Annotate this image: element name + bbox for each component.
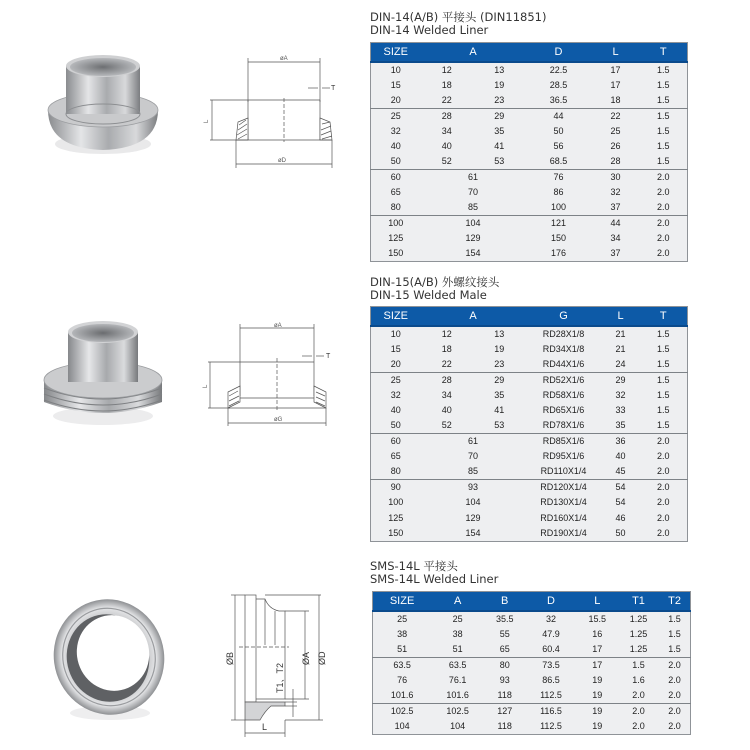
label-thickness-t: T	[331, 85, 336, 92]
cell: 52	[441, 420, 452, 431]
label-dia-b: ØB	[225, 651, 235, 665]
cell: 101.6	[390, 689, 414, 700]
cell: 2.0	[656, 248, 670, 259]
table-row	[371, 200, 688, 216]
cell: 2.0	[632, 720, 645, 731]
cell: 1.5	[656, 328, 670, 339]
cell: 19	[592, 689, 603, 700]
cell: 70	[467, 187, 478, 198]
din14-title-en: DIN-14 Welded Liner	[370, 23, 489, 37]
cell: 40	[441, 404, 452, 415]
cell: 10	[390, 64, 401, 75]
cell: 93	[421, 480, 526, 496]
cell: 34	[441, 389, 452, 400]
cell: 32	[390, 389, 401, 400]
table-row	[371, 403, 688, 418]
cell: 40	[390, 404, 401, 415]
cell: 68.5	[549, 156, 568, 167]
table-row	[371, 216, 688, 232]
cell: 51	[397, 643, 408, 654]
table-row	[373, 719, 691, 735]
cell: 15	[390, 343, 401, 354]
cell: RD160X1/4	[540, 512, 587, 523]
din14-spec-table	[370, 42, 688, 262]
cell: 176	[550, 248, 567, 259]
cell: 63.5	[431, 657, 484, 673]
table-row	[371, 326, 688, 342]
cell: 25	[371, 108, 421, 124]
cell: 1.5	[656, 358, 670, 369]
sms14l-title-cn: SMS-14L 平接头	[370, 559, 458, 573]
cell: 90	[371, 480, 421, 496]
cell: 150	[388, 248, 404, 259]
cell: 51	[452, 643, 463, 654]
cell: 125	[388, 233, 404, 244]
cell: 50	[390, 420, 401, 431]
label-dia-a: ØA	[301, 651, 311, 665]
cell: 2.0	[656, 512, 670, 523]
table-header-row	[371, 307, 688, 326]
cell: 50	[615, 527, 626, 538]
cell: 18	[610, 94, 621, 105]
table-row	[373, 642, 691, 658]
cell: 17	[592, 643, 603, 654]
cell: 100	[371, 216, 421, 232]
cell: RD58X1/6	[542, 389, 585, 400]
cell: 34	[441, 125, 452, 136]
cell: 38	[452, 628, 463, 639]
table-row	[371, 372, 688, 388]
cell: 2.0	[656, 187, 670, 198]
cell: 2.0	[656, 202, 670, 213]
table-row	[371, 418, 688, 434]
cell: 44	[592, 216, 640, 232]
cell: 76	[397, 674, 408, 685]
cell: 2.0	[640, 216, 688, 232]
cell: 1.25	[629, 643, 648, 654]
cell: 41	[494, 404, 505, 415]
col-t: T	[640, 307, 688, 326]
cell: 33	[615, 404, 626, 415]
cell: 150	[550, 233, 567, 244]
cell: 20	[390, 358, 401, 369]
table-row	[371, 231, 688, 246]
cell: 29	[473, 372, 526, 388]
cell: 28.5	[549, 79, 568, 90]
sms14l-spec-table	[372, 591, 691, 735]
cell: 25	[610, 125, 621, 136]
table-row	[371, 526, 688, 542]
table-row	[371, 480, 688, 496]
cell: 2.0	[656, 527, 670, 538]
table-row	[371, 124, 688, 139]
din15-technical-drawing	[200, 318, 345, 428]
cell: 32	[390, 125, 401, 136]
cell: 56	[553, 140, 564, 151]
cell: 1.5	[656, 140, 670, 151]
col-l: L	[592, 43, 640, 62]
cell: 46	[615, 512, 626, 523]
cell: 100	[550, 202, 567, 213]
cell: 53	[494, 420, 505, 431]
cell: 35	[494, 125, 505, 136]
label-length-l: L	[204, 119, 210, 123]
cell: 63.5	[373, 657, 432, 673]
cell: 1.5	[656, 420, 670, 431]
table-row	[373, 611, 691, 627]
cell: 30	[592, 170, 640, 186]
cell: 28	[610, 156, 621, 167]
cell: 25	[371, 372, 421, 388]
cell: RD110X1/4	[540, 466, 587, 477]
cell: 41	[494, 140, 505, 151]
cell: 80	[484, 657, 525, 673]
cell: 17	[577, 657, 618, 673]
cell: 37	[610, 248, 621, 259]
label-dia-d: øD	[278, 158, 286, 164]
table-row	[371, 108, 688, 124]
cell: 19	[592, 720, 603, 731]
cell: 21	[615, 328, 626, 339]
cell: 2.0	[640, 434, 688, 450]
cell: 32	[545, 613, 556, 624]
table-row	[371, 62, 688, 78]
cell: 121	[526, 216, 592, 232]
col-g: G	[526, 307, 602, 326]
table-row	[371, 495, 688, 510]
din15-title	[370, 276, 499, 302]
cell: 29	[473, 108, 526, 124]
col-size: SIZE	[373, 592, 432, 611]
cell: 150	[388, 527, 404, 538]
din14-title-cn: DIN-14(A/B) 平接头 (DIN11851)	[370, 10, 547, 24]
cell: 53	[494, 156, 505, 167]
table-row	[373, 703, 691, 719]
cell: 19	[494, 79, 505, 90]
col-a: A	[421, 307, 526, 326]
cell: 32	[615, 389, 626, 400]
cell: 101.6	[446, 689, 469, 700]
cell: 1.5	[618, 657, 659, 673]
cell: RD85X1/6	[526, 434, 602, 450]
table-row	[373, 688, 691, 704]
cell: 2.0	[659, 703, 690, 719]
cell: 112.5	[540, 720, 562, 731]
cell: 1.5	[656, 404, 670, 415]
table-row	[373, 657, 691, 673]
table-row	[371, 434, 688, 450]
cell: 104	[421, 216, 526, 232]
table-row	[371, 357, 688, 373]
cell: 80	[390, 466, 401, 477]
cell: 24	[615, 358, 626, 369]
cell: 129	[465, 233, 481, 244]
cell: 40	[390, 140, 401, 151]
cell: 1.5	[640, 108, 688, 124]
table-row	[371, 154, 688, 170]
cell: 85	[467, 202, 478, 213]
cell: 2.0	[668, 674, 681, 685]
cell: 28	[421, 108, 474, 124]
label-dia-g: øG	[274, 417, 283, 423]
din14-title	[370, 11, 546, 37]
sms14l-title-en: SMS-14L Welded Liner	[370, 572, 499, 586]
cell: 116.5	[525, 703, 576, 719]
din15-spec-table	[370, 306, 688, 542]
col-l: L	[602, 307, 640, 326]
cell: 22	[441, 94, 452, 105]
cell: 25	[397, 613, 408, 624]
col-d: D	[526, 43, 592, 62]
cell: 1.5	[640, 372, 688, 388]
cell: 112.5	[540, 689, 562, 700]
cell: 1.5	[656, 64, 670, 75]
cell: 22.5	[549, 64, 568, 75]
cell: 12	[441, 64, 452, 75]
cell: 17	[610, 79, 621, 90]
col-a: A	[421, 43, 526, 62]
col-a: A	[431, 592, 484, 611]
cell: 40	[615, 451, 626, 462]
cell: 40	[441, 140, 452, 151]
col-t1: T1	[618, 592, 659, 611]
cell: 22	[592, 108, 640, 124]
label-length-l: L	[203, 384, 209, 388]
cell: 23	[494, 358, 505, 369]
cell: RD52X1/6	[526, 372, 602, 388]
cell: 36.5	[549, 94, 568, 105]
cell: 2.0	[640, 170, 688, 186]
table-row	[373, 673, 691, 688]
table-row	[371, 510, 688, 525]
cell: 104	[450, 720, 466, 731]
din15-product-photo	[38, 318, 168, 430]
cell: 60	[371, 434, 421, 450]
cell: RD65X1/6	[542, 404, 585, 415]
cell: 47.9	[542, 628, 560, 639]
cell: 76.1	[448, 674, 467, 685]
cell: 154	[465, 527, 481, 538]
cell: 1.5	[668, 643, 681, 654]
label-thickness-t: T	[326, 353, 331, 360]
cell: 22	[441, 358, 452, 369]
col-d: D	[525, 592, 576, 611]
cell: RD34X1/8	[542, 343, 585, 354]
cell: 104	[394, 720, 410, 731]
label-dia-d: ØD	[317, 651, 327, 665]
cell: 32	[610, 187, 621, 198]
cell: 50	[553, 125, 564, 136]
table-row	[371, 78, 688, 93]
label-dia-a: øA	[274, 323, 282, 329]
cell: 61	[421, 434, 526, 450]
cell: 76	[526, 170, 592, 186]
cell: 125	[388, 512, 404, 523]
cell: 19	[577, 703, 618, 719]
cell: 15.5	[588, 613, 607, 624]
label-dia-a: øA	[280, 56, 288, 62]
label-length-l: L	[262, 722, 268, 732]
cell: RD28X1/8	[542, 328, 585, 339]
cell: 93	[499, 674, 510, 685]
table-row	[371, 185, 688, 200]
cell: 104	[465, 497, 481, 508]
table-row	[371, 388, 688, 403]
cell: 2.0	[659, 657, 690, 673]
cell: 29	[602, 372, 640, 388]
table-row	[371, 246, 688, 262]
table-row	[373, 627, 691, 642]
cell: 25	[452, 613, 463, 624]
cell: 10	[390, 328, 401, 339]
table-row	[371, 342, 688, 357]
cell: 70	[467, 451, 478, 462]
table-header-row	[371, 43, 688, 62]
cell: 61	[421, 170, 526, 186]
cell: 2.0	[656, 466, 670, 477]
cell: 129	[465, 512, 481, 523]
cell: 35	[494, 389, 505, 400]
cell: 17	[610, 64, 621, 75]
cell: 2.0	[656, 497, 670, 508]
col-size: SIZE	[371, 307, 421, 326]
cell: 15	[390, 79, 401, 90]
cell: 154	[465, 248, 481, 259]
cell: 26	[610, 140, 621, 151]
cell: 52	[441, 156, 452, 167]
cell: 1.25	[629, 613, 648, 624]
cell: 102.5	[373, 703, 432, 719]
sms14l-product-photo	[45, 595, 170, 725]
cell: 85	[467, 466, 478, 477]
cell: 118	[497, 689, 512, 700]
cell: RD95X1/6	[542, 451, 585, 462]
cell: 21	[615, 343, 626, 354]
cell: 100	[388, 497, 404, 508]
cell: 127	[484, 703, 525, 719]
cell: 1.6	[632, 674, 645, 685]
cell: RD190X1/4	[540, 527, 587, 538]
din14-technical-drawing	[200, 50, 345, 175]
cell: 54	[615, 497, 626, 508]
table-row	[371, 93, 688, 109]
label-thickness-t1-t2: T1、T2	[275, 662, 285, 693]
col-l: L	[577, 592, 618, 611]
cell: 18	[441, 79, 452, 90]
cell: RD44X1/6	[542, 358, 585, 369]
cell: 60.4	[542, 643, 560, 654]
cell: 35	[615, 420, 626, 431]
cell: 1.5	[656, 79, 670, 90]
col-size: SIZE	[371, 43, 421, 62]
cell: RD78X1/6	[542, 420, 585, 431]
cell: 1.5	[668, 628, 681, 639]
table-row	[371, 464, 688, 480]
cell: 1.5	[656, 389, 670, 400]
cell: 1.5	[656, 343, 670, 354]
cell: 2.0	[656, 451, 670, 462]
cell: 86.5	[542, 674, 560, 685]
din14-product-photo	[38, 52, 168, 162]
din15-title-cn: DIN-15(A/B) 外螺纹接头	[370, 275, 500, 289]
table-row	[371, 449, 688, 464]
cell: 18	[441, 343, 452, 354]
cell: 2.0	[668, 689, 681, 700]
col-b: B	[484, 592, 525, 611]
cell: 12	[441, 328, 452, 339]
cell: 2.0	[640, 480, 688, 496]
cell: 44	[526, 108, 592, 124]
cell: 65	[499, 643, 510, 654]
cell: 2.0	[632, 689, 645, 700]
col-t: T	[640, 43, 688, 62]
cell: 1.5	[656, 94, 670, 105]
cell: 45	[615, 466, 626, 477]
col-t2: T2	[659, 592, 690, 611]
cell: 60	[371, 170, 421, 186]
table-row	[371, 170, 688, 186]
cell: 35.5	[495, 613, 514, 624]
cell: 28	[421, 372, 474, 388]
cell: 34	[610, 233, 621, 244]
cell: 38	[397, 628, 408, 639]
cell: 54	[602, 480, 640, 496]
cell: 1.5	[656, 125, 670, 136]
cell: 65	[390, 451, 401, 462]
cell: 102.5	[431, 703, 484, 719]
cell: 19	[494, 343, 505, 354]
cell: 23	[494, 94, 505, 105]
sms14l-title	[370, 560, 498, 586]
table-row	[371, 139, 688, 154]
cell: 65	[390, 187, 401, 198]
cell: 118	[497, 720, 512, 731]
cell: 19	[592, 674, 603, 685]
cell: 1.25	[629, 628, 648, 639]
cell: 2.0	[618, 703, 659, 719]
cell: 2.0	[668, 720, 681, 731]
cell: 80	[390, 202, 401, 213]
cell: 2.0	[656, 233, 670, 244]
cell: 1.5	[656, 156, 670, 167]
din15-title-en: DIN-15 Welded Male	[370, 288, 487, 302]
cell: 13	[494, 64, 505, 75]
cell: 20	[390, 94, 401, 105]
cell: 73.5	[525, 657, 576, 673]
cell: 37	[610, 202, 621, 213]
cell: 1.5	[668, 613, 681, 624]
cell: 50	[390, 156, 401, 167]
cell: RD130X1/4	[540, 497, 587, 508]
cell: 16	[592, 628, 603, 639]
cell: 86	[553, 187, 564, 198]
cell: 13	[494, 328, 505, 339]
table-header-row	[373, 592, 691, 611]
sms14l-technical-drawing	[205, 585, 345, 745]
cell: 36	[602, 434, 640, 450]
cell: 55	[499, 628, 510, 639]
cell: RD120X1/4	[526, 480, 602, 496]
